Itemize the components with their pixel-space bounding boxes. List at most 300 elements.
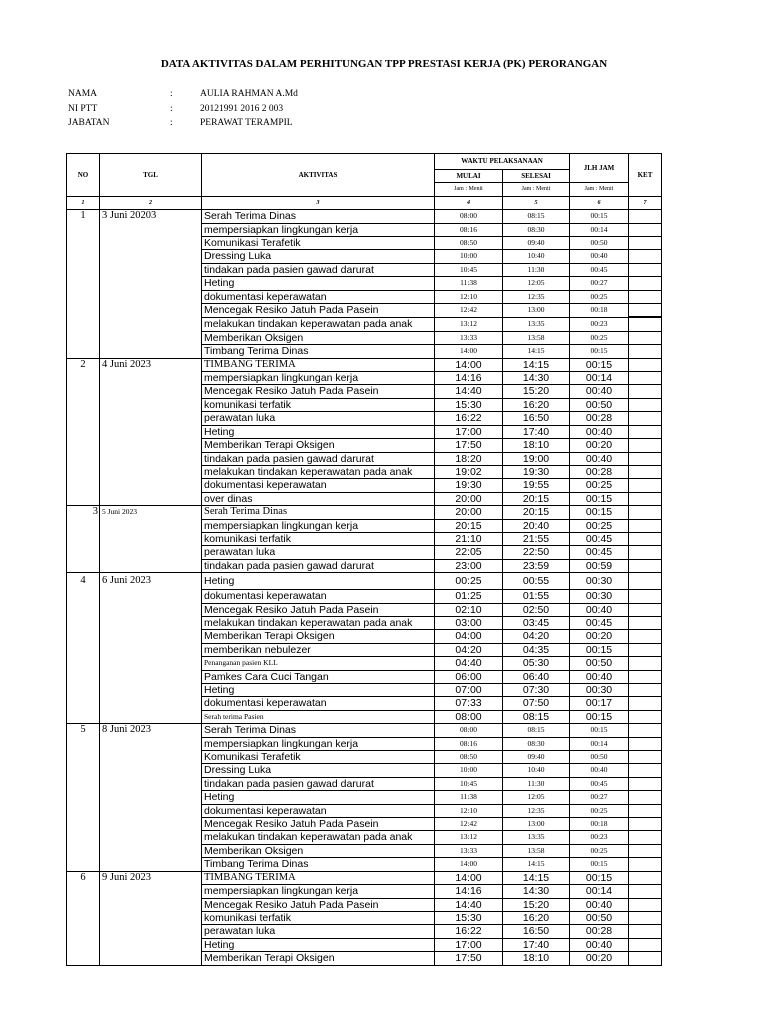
table-row	[67, 885, 662, 898]
ket-cell	[629, 603, 662, 616]
header-ket: KET	[629, 154, 662, 197]
end-time: 09:40	[503, 751, 570, 764]
duration: 00:50	[570, 237, 629, 250]
end-time: 20:40	[503, 519, 570, 532]
row-number	[67, 643, 100, 656]
table-row	[67, 751, 662, 764]
start-time: 17:00	[435, 425, 503, 438]
row-number	[67, 263, 100, 276]
row-date	[100, 479, 202, 492]
end-time: 16:50	[503, 925, 570, 938]
start-time: 01:25	[435, 590, 503, 603]
activity-cell: perawatan luka	[202, 925, 435, 938]
end-time: 05:30	[503, 657, 570, 670]
row-date	[100, 519, 202, 532]
row-date: 3 Juni 20203	[100, 210, 202, 223]
ket-cell	[629, 777, 662, 790]
row-date	[100, 751, 202, 764]
ket-cell	[629, 237, 662, 250]
row-number	[67, 777, 100, 790]
ket-cell	[629, 385, 662, 398]
row-number	[67, 590, 100, 603]
ket-cell	[629, 804, 662, 817]
header-jlh-jam: JLH JAM	[570, 154, 629, 183]
col-number: 5	[503, 196, 570, 209]
row-date: 4 Juni 2023	[100, 358, 202, 371]
ket-cell	[629, 331, 662, 344]
activity-cell: perawatan luka	[202, 546, 435, 559]
end-time: 03:45	[503, 616, 570, 629]
row-date	[100, 684, 202, 697]
row-number: 4	[67, 573, 100, 590]
activity-cell: mempersiapkan lingkungan kerja	[202, 519, 435, 532]
ket-cell	[629, 898, 662, 911]
start-time: 10:45	[435, 263, 503, 276]
activity-cell: Timbang Terima Dinas	[202, 345, 435, 358]
row-date	[100, 345, 202, 358]
info-value: AULIA RAHMAN A.Md	[200, 89, 298, 99]
info-label: JABATAN	[68, 118, 110, 128]
unit-jlh-jam: Jam : Menit	[570, 183, 629, 196]
row-number	[67, 657, 100, 670]
col-number: 7	[629, 196, 662, 209]
row-date	[100, 290, 202, 303]
row-date	[100, 911, 202, 924]
row-date	[100, 885, 202, 898]
end-time: 02:50	[503, 603, 570, 616]
start-time: 04:00	[435, 630, 503, 643]
ket-cell	[629, 546, 662, 559]
activity-cell: Memberikan Oksigen	[202, 844, 435, 857]
end-time: 07:50	[503, 697, 570, 710]
row-number	[67, 425, 100, 438]
col-number: 6	[570, 196, 629, 209]
ket-cell	[629, 657, 662, 670]
start-time: 13:12	[435, 317, 503, 331]
duration: 00:40	[570, 764, 629, 777]
row-date	[100, 844, 202, 857]
activity-cell: komunikasi terfatik	[202, 398, 435, 411]
table-row	[67, 331, 662, 344]
row-date	[100, 317, 202, 331]
ket-cell	[629, 372, 662, 385]
table-row	[67, 425, 662, 438]
start-time: 03:00	[435, 616, 503, 629]
start-time: 08:16	[435, 223, 503, 236]
activity-cell: Heting	[202, 684, 435, 697]
ket-cell	[629, 412, 662, 425]
activity-cell: tindakan pada pasien gawad darurat	[202, 452, 435, 465]
table-row	[67, 831, 662, 844]
duration: 00:20	[570, 630, 629, 643]
table-row	[67, 506, 662, 519]
duration: 00:40	[570, 898, 629, 911]
activity-cell: Timbang Terima Dinas	[202, 858, 435, 871]
row-number	[67, 804, 100, 817]
table-row	[67, 439, 662, 452]
start-time: 08:00	[435, 724, 503, 737]
duration: 00:15	[570, 210, 629, 223]
start-time: 10:00	[435, 250, 503, 263]
ket-cell	[629, 532, 662, 545]
row-number	[67, 519, 100, 532]
table-row	[67, 263, 662, 276]
activity-cell: mempersiapkan lingkungan kerja	[202, 737, 435, 750]
start-time: 08:16	[435, 737, 503, 750]
table-row	[67, 643, 662, 656]
ket-cell	[629, 479, 662, 492]
end-time: 16:20	[503, 398, 570, 411]
table-row	[67, 452, 662, 465]
activity-cell: Memberikan Terapi Oksigen	[202, 952, 435, 965]
ket-cell	[629, 345, 662, 358]
activity-cell: Memberikan Oksigen	[202, 331, 435, 344]
ket-cell	[629, 751, 662, 764]
table-row	[67, 710, 662, 723]
duration: 00:15	[570, 724, 629, 737]
activity-cell: Memberikan Terapi Oksigen	[202, 630, 435, 643]
row-number	[67, 616, 100, 629]
row-number	[67, 277, 100, 290]
end-time: 17:40	[503, 425, 570, 438]
row-number: 5	[67, 724, 100, 737]
row-number	[67, 331, 100, 344]
end-time: 22:50	[503, 546, 570, 559]
duration: 00:25	[570, 519, 629, 532]
ket-cell	[629, 871, 662, 884]
start-time: 20:15	[435, 519, 503, 532]
end-time: 01:55	[503, 590, 570, 603]
activity-cell: Heting	[202, 791, 435, 804]
row-date	[100, 616, 202, 629]
start-time: 11:38	[435, 791, 503, 804]
ket-cell	[629, 818, 662, 831]
activity-cell: mempersiapkan lingkungan kerja	[202, 885, 435, 898]
table-row	[67, 317, 662, 331]
activity-cell: melakukan tindakan keperawatan pada anak	[202, 616, 435, 629]
duration: 00:18	[570, 304, 629, 318]
end-time: 17:40	[503, 938, 570, 951]
row-date	[100, 559, 202, 572]
end-time: 18:10	[503, 952, 570, 965]
table-row	[67, 223, 662, 236]
row-number	[67, 546, 100, 559]
activity-cell: melakukan tindakan keperawatan pada anak	[202, 317, 435, 331]
activity-cell: melakukan tindakan keperawatan pada anak	[202, 831, 435, 844]
row-date	[100, 777, 202, 790]
start-time: 04:40	[435, 657, 503, 670]
table-row	[67, 724, 662, 737]
start-time: 08:00	[435, 210, 503, 223]
end-time: 13:58	[503, 844, 570, 857]
row-number	[67, 791, 100, 804]
end-time: 08:15	[503, 210, 570, 223]
info-separator: :	[170, 104, 173, 114]
activity-cell: Komunikasi Terafetik	[202, 237, 435, 250]
duration: 00:28	[570, 465, 629, 478]
end-time: 21:55	[503, 532, 570, 545]
duration: 00:50	[570, 751, 629, 764]
row-number	[67, 223, 100, 236]
end-time: 13:00	[503, 304, 570, 318]
ket-cell	[629, 724, 662, 737]
row-number	[67, 818, 100, 831]
ket-cell	[629, 290, 662, 303]
start-time: 13:12	[435, 831, 503, 844]
start-time: 08:00	[435, 710, 503, 723]
table-row	[67, 385, 662, 398]
duration: 00:50	[570, 911, 629, 924]
activity-cell: Dressing Luka	[202, 764, 435, 777]
activity-cell: memberikan nebulezer	[202, 643, 435, 656]
duration: 00:40	[570, 250, 629, 263]
col-number: 3	[202, 196, 435, 209]
activity-cell: over dinas	[202, 492, 435, 505]
start-time: 10:45	[435, 777, 503, 790]
ket-cell	[629, 317, 662, 331]
start-time: 15:30	[435, 911, 503, 924]
activity-cell: dokumentasi keperawatan	[202, 479, 435, 492]
start-time: 16:22	[435, 412, 503, 425]
duration: 00:40	[570, 385, 629, 398]
start-time: 18:20	[435, 452, 503, 465]
table-row	[67, 532, 662, 545]
row-number	[67, 684, 100, 697]
end-time: 10:40	[503, 764, 570, 777]
row-date	[100, 532, 202, 545]
ket-cell	[629, 492, 662, 505]
table-row	[67, 925, 662, 938]
ket-cell	[629, 210, 662, 223]
activity-cell: tindakan pada pasien gawad darurat	[202, 559, 435, 572]
start-time: 20:00	[435, 506, 503, 519]
ket-cell	[629, 952, 662, 965]
start-time: 06:00	[435, 670, 503, 683]
col-number: 2	[100, 196, 202, 209]
duration: 00:14	[570, 885, 629, 898]
row-date	[100, 710, 202, 723]
activity-cell: dokumentasi keperawatan	[202, 290, 435, 303]
table-row	[67, 398, 662, 411]
row-date	[100, 223, 202, 236]
duration: 00:45	[570, 263, 629, 276]
end-time: 08:30	[503, 737, 570, 750]
header-aktivitas: AKTIVITAS	[202, 154, 435, 197]
duration: 00:25	[570, 331, 629, 344]
end-time: 04:35	[503, 643, 570, 656]
header-no: NO	[67, 154, 100, 197]
end-time: 10:40	[503, 250, 570, 263]
duration: 00:14	[570, 223, 629, 236]
ket-cell	[629, 358, 662, 371]
start-time: 08:50	[435, 751, 503, 764]
row-date	[100, 858, 202, 871]
start-time: 14:40	[435, 898, 503, 911]
ket-cell	[629, 263, 662, 276]
end-time: 23:59	[503, 559, 570, 572]
row-number	[67, 911, 100, 924]
activity-cell: Memberikan Terapi Oksigen	[202, 439, 435, 452]
table-row	[67, 358, 662, 371]
duration: 00:17	[570, 697, 629, 710]
row-date	[100, 737, 202, 750]
table-row	[67, 465, 662, 478]
start-time: 20:00	[435, 492, 503, 505]
duration: 00:15	[570, 710, 629, 723]
end-time: 20:15	[503, 492, 570, 505]
duration: 00:14	[570, 737, 629, 750]
activity-cell: Serah terima Pasien	[202, 710, 435, 723]
row-number	[67, 764, 100, 777]
row-number	[67, 938, 100, 951]
row-date	[100, 412, 202, 425]
row-number	[67, 885, 100, 898]
duration: 00:15	[570, 345, 629, 358]
activity-cell: TIMBANG TERIMA	[202, 358, 435, 371]
end-time: 14:15	[503, 871, 570, 884]
ket-cell	[629, 911, 662, 924]
table-row	[67, 290, 662, 303]
row-date	[100, 791, 202, 804]
row-number	[67, 345, 100, 358]
ket-cell	[629, 791, 662, 804]
activity-cell: Mencegak Resiko Jatuh Pada Pasein	[202, 385, 435, 398]
start-time: 16:22	[435, 925, 503, 938]
row-number	[67, 559, 100, 572]
row-number	[67, 372, 100, 385]
row-date	[100, 804, 202, 817]
table-row	[67, 372, 662, 385]
row-number	[67, 858, 100, 871]
row-date: 5 Juni 2023	[100, 506, 202, 519]
start-time: 12:10	[435, 290, 503, 303]
start-time: 02:10	[435, 603, 503, 616]
row-date	[100, 546, 202, 559]
row-date	[100, 818, 202, 831]
row-date	[100, 250, 202, 263]
start-time: 17:00	[435, 938, 503, 951]
header-selesai: SELESAI	[503, 170, 570, 183]
table-row	[67, 546, 662, 559]
ket-cell	[629, 590, 662, 603]
start-time: 17:50	[435, 952, 503, 965]
ket-cell	[629, 250, 662, 263]
row-number	[67, 385, 100, 398]
end-time: 20:15	[503, 506, 570, 519]
row-date	[100, 425, 202, 438]
start-time: 04:20	[435, 643, 503, 656]
activity-cell: Mencegak Resiko Jatuh Pada Pasein	[202, 603, 435, 616]
duration: 00:28	[570, 412, 629, 425]
start-time: 13:33	[435, 331, 503, 344]
table-row	[67, 590, 662, 603]
activity-cell: Dressing Luka	[202, 250, 435, 263]
table-row	[67, 764, 662, 777]
duration: 00:25	[570, 844, 629, 857]
row-number	[67, 412, 100, 425]
end-time: 13:00	[503, 818, 570, 831]
info-label: NAMA	[68, 89, 98, 99]
activity-cell: Mencegak Resiko Jatuh Pada Pasein	[202, 898, 435, 911]
end-time: 14:15	[503, 358, 570, 371]
ket-cell	[629, 925, 662, 938]
row-number	[67, 844, 100, 857]
ket-cell	[629, 452, 662, 465]
row-number: 3	[67, 506, 100, 519]
duration: 00:27	[570, 277, 629, 290]
table-row	[67, 345, 662, 358]
row-date	[100, 263, 202, 276]
end-time: 00:55	[503, 573, 570, 590]
duration: 00:40	[570, 452, 629, 465]
duration: 00:45	[570, 616, 629, 629]
row-date	[100, 898, 202, 911]
row-date	[100, 398, 202, 411]
ket-cell	[629, 425, 662, 438]
activity-cell: Mencegak Resiko Jatuh Pada Pasein	[202, 818, 435, 831]
table-row	[67, 492, 662, 505]
activity-cell: mempersiapkan lingkungan kerja	[202, 372, 435, 385]
activity-cell: dokumentasi keperawatan	[202, 804, 435, 817]
row-date	[100, 697, 202, 710]
row-number	[67, 952, 100, 965]
duration: 00:40	[570, 603, 629, 616]
ket-cell	[629, 844, 662, 857]
end-time: 15:20	[503, 385, 570, 398]
ket-cell	[629, 616, 662, 629]
activity-cell: Heting	[202, 938, 435, 951]
table-row	[67, 952, 662, 965]
document-title: DATA AKTIVITAS DALAM PERHITUNGAN TPP PRESTASI KERJA (PK) PERORANGAN	[160, 58, 608, 70]
activity-cell: Komunikasi Terafetik	[202, 751, 435, 764]
row-number	[67, 479, 100, 492]
row-date	[100, 385, 202, 398]
row-date	[100, 590, 202, 603]
table-row	[67, 479, 662, 492]
ket-cell	[629, 519, 662, 532]
table-row	[67, 412, 662, 425]
row-date	[100, 670, 202, 683]
start-time: 15:30	[435, 398, 503, 411]
start-time: 12:42	[435, 304, 503, 318]
table-row	[67, 697, 662, 710]
row-date	[100, 372, 202, 385]
table-row	[67, 791, 662, 804]
start-time: 10:00	[435, 764, 503, 777]
end-time: 08:30	[503, 223, 570, 236]
row-date	[100, 492, 202, 505]
activity-cell: Pamkes Cara Cuci Tangan	[202, 670, 435, 683]
end-time: 08:15	[503, 724, 570, 737]
ket-cell	[629, 439, 662, 452]
end-time: 12:35	[503, 290, 570, 303]
table-row	[67, 938, 662, 951]
table-body	[67, 154, 662, 966]
activity-cell: Serah Terima Dinas	[202, 210, 435, 223]
row-number	[67, 670, 100, 683]
end-time: 09:40	[503, 237, 570, 250]
row-date	[100, 952, 202, 965]
row-number	[67, 630, 100, 643]
table-row	[67, 804, 662, 817]
end-time: 08:15	[503, 710, 570, 723]
ket-cell	[629, 831, 662, 844]
duration: 00:50	[570, 398, 629, 411]
end-time: 12:35	[503, 804, 570, 817]
start-time: 21:10	[435, 532, 503, 545]
start-time: 14:16	[435, 885, 503, 898]
duration: 00:25	[570, 290, 629, 303]
